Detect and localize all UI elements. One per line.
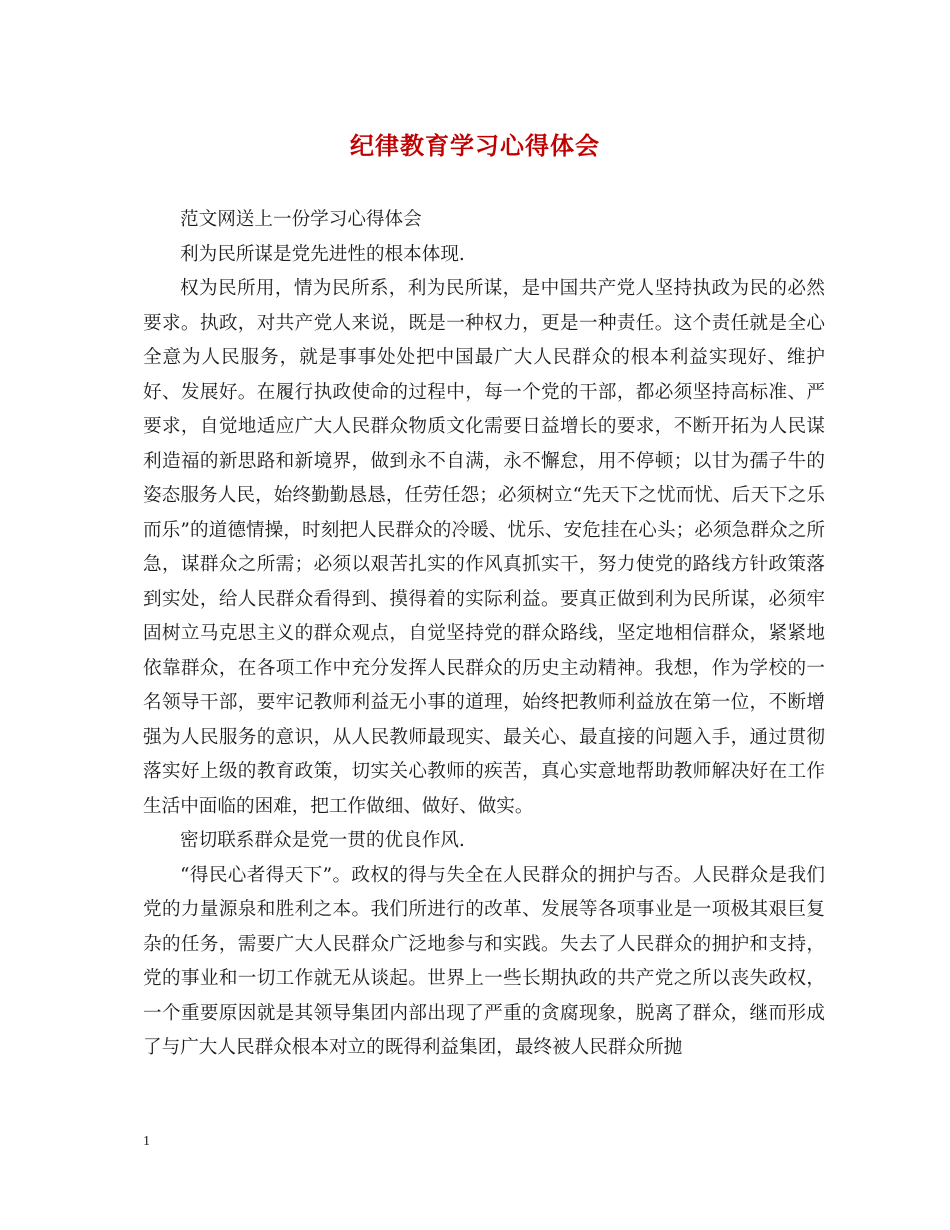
paragraph-1: 权为民所用，情为民所系，利为民所谋，是中国共产党人坚持执政为民的必然要求。执政，对共产党人来说，既是一种权力，更是一种责任。这个责任就是全心全意为人民服务，就是事事处处把中国最广大人民群众的根本利益实现好、维护好、发展好。在履行执政使命的过程中，每一个党的干部，都必须坚持高标准、严要求，自觉地适应广大人民群众物质文化需要日益增长的要求，不断开拓为人民谋利造福的新思路和新境界，做到永不自满，永不懈怠，用不停顿；以甘为孺子牛的姿态服务人民，始终勤勤恳恳，任劳任怨；必须树立“先天下之忧而忧、后天下之乐而乐”的道德情操，时刻把人民群众的冷暖、忧乐、安危挂在心头；必须急群众之所急，谋群众之所需；必须以艰苦扎实的作风真抓实干，努力使党的路线方针政策落到实处，给人民群众看得到、摸得着的实际利益。要真正做到利为民所谋，必须牢固树立马克思主义的群众观点，自觉坚持党的群众路线，坚定地相信群众，紧紧地依靠群众，在各项工作中充分发挥人民群众的历史主动精神。我想，作为学校的一名领导干部，要牢记教师利益无小事的道理，始终把教师利益放在第一位，不断增强为人民服务的意识，从人民教师最现实、最关心、最直接的问题入手，通过贯彻落实好上级的教育政策，切实关心教师的疾苦，真心实意地帮助教师解决好在工作生活中面临的困难，把工作做细、做好、做实。 (143, 278, 825, 817)
paragraph-heading-1: 利为民所谋是党先进性的根本体现. (180, 243, 465, 265)
page-number: 1 (143, 1134, 150, 1149)
paragraph-heading-2: 密切联系群众是党一贯的优良作风. (180, 830, 465, 851)
paragraph-2: “得民心者得天下”。政权的得与失全在人民群众的拥护与否。人民群众是我们党的力量源泉和胜利之本。我们所进行的改革、发展等各项事业是一项极其艰巨复杂的任务，需要广大人民群众广泛地参与和实践。失去了人民群众的拥护和支持，党的事业和一切工作就无从谈起。世界上一些长期执政的共产党之所以丧失政权，一个重要原因就是其领导集团内部出现了严重的贪腐现象，脱离了群众，继而形成了与广大人民群众根本对立的既得利益集团，最终被人民群众所抛 (143, 864, 825, 1058)
document-title: 纪律教育学习心得体会 (350, 131, 600, 160)
paragraph-intro: 范文网送上一份学习心得体会 (180, 209, 422, 230)
document-body (143, 203, 825, 1066)
